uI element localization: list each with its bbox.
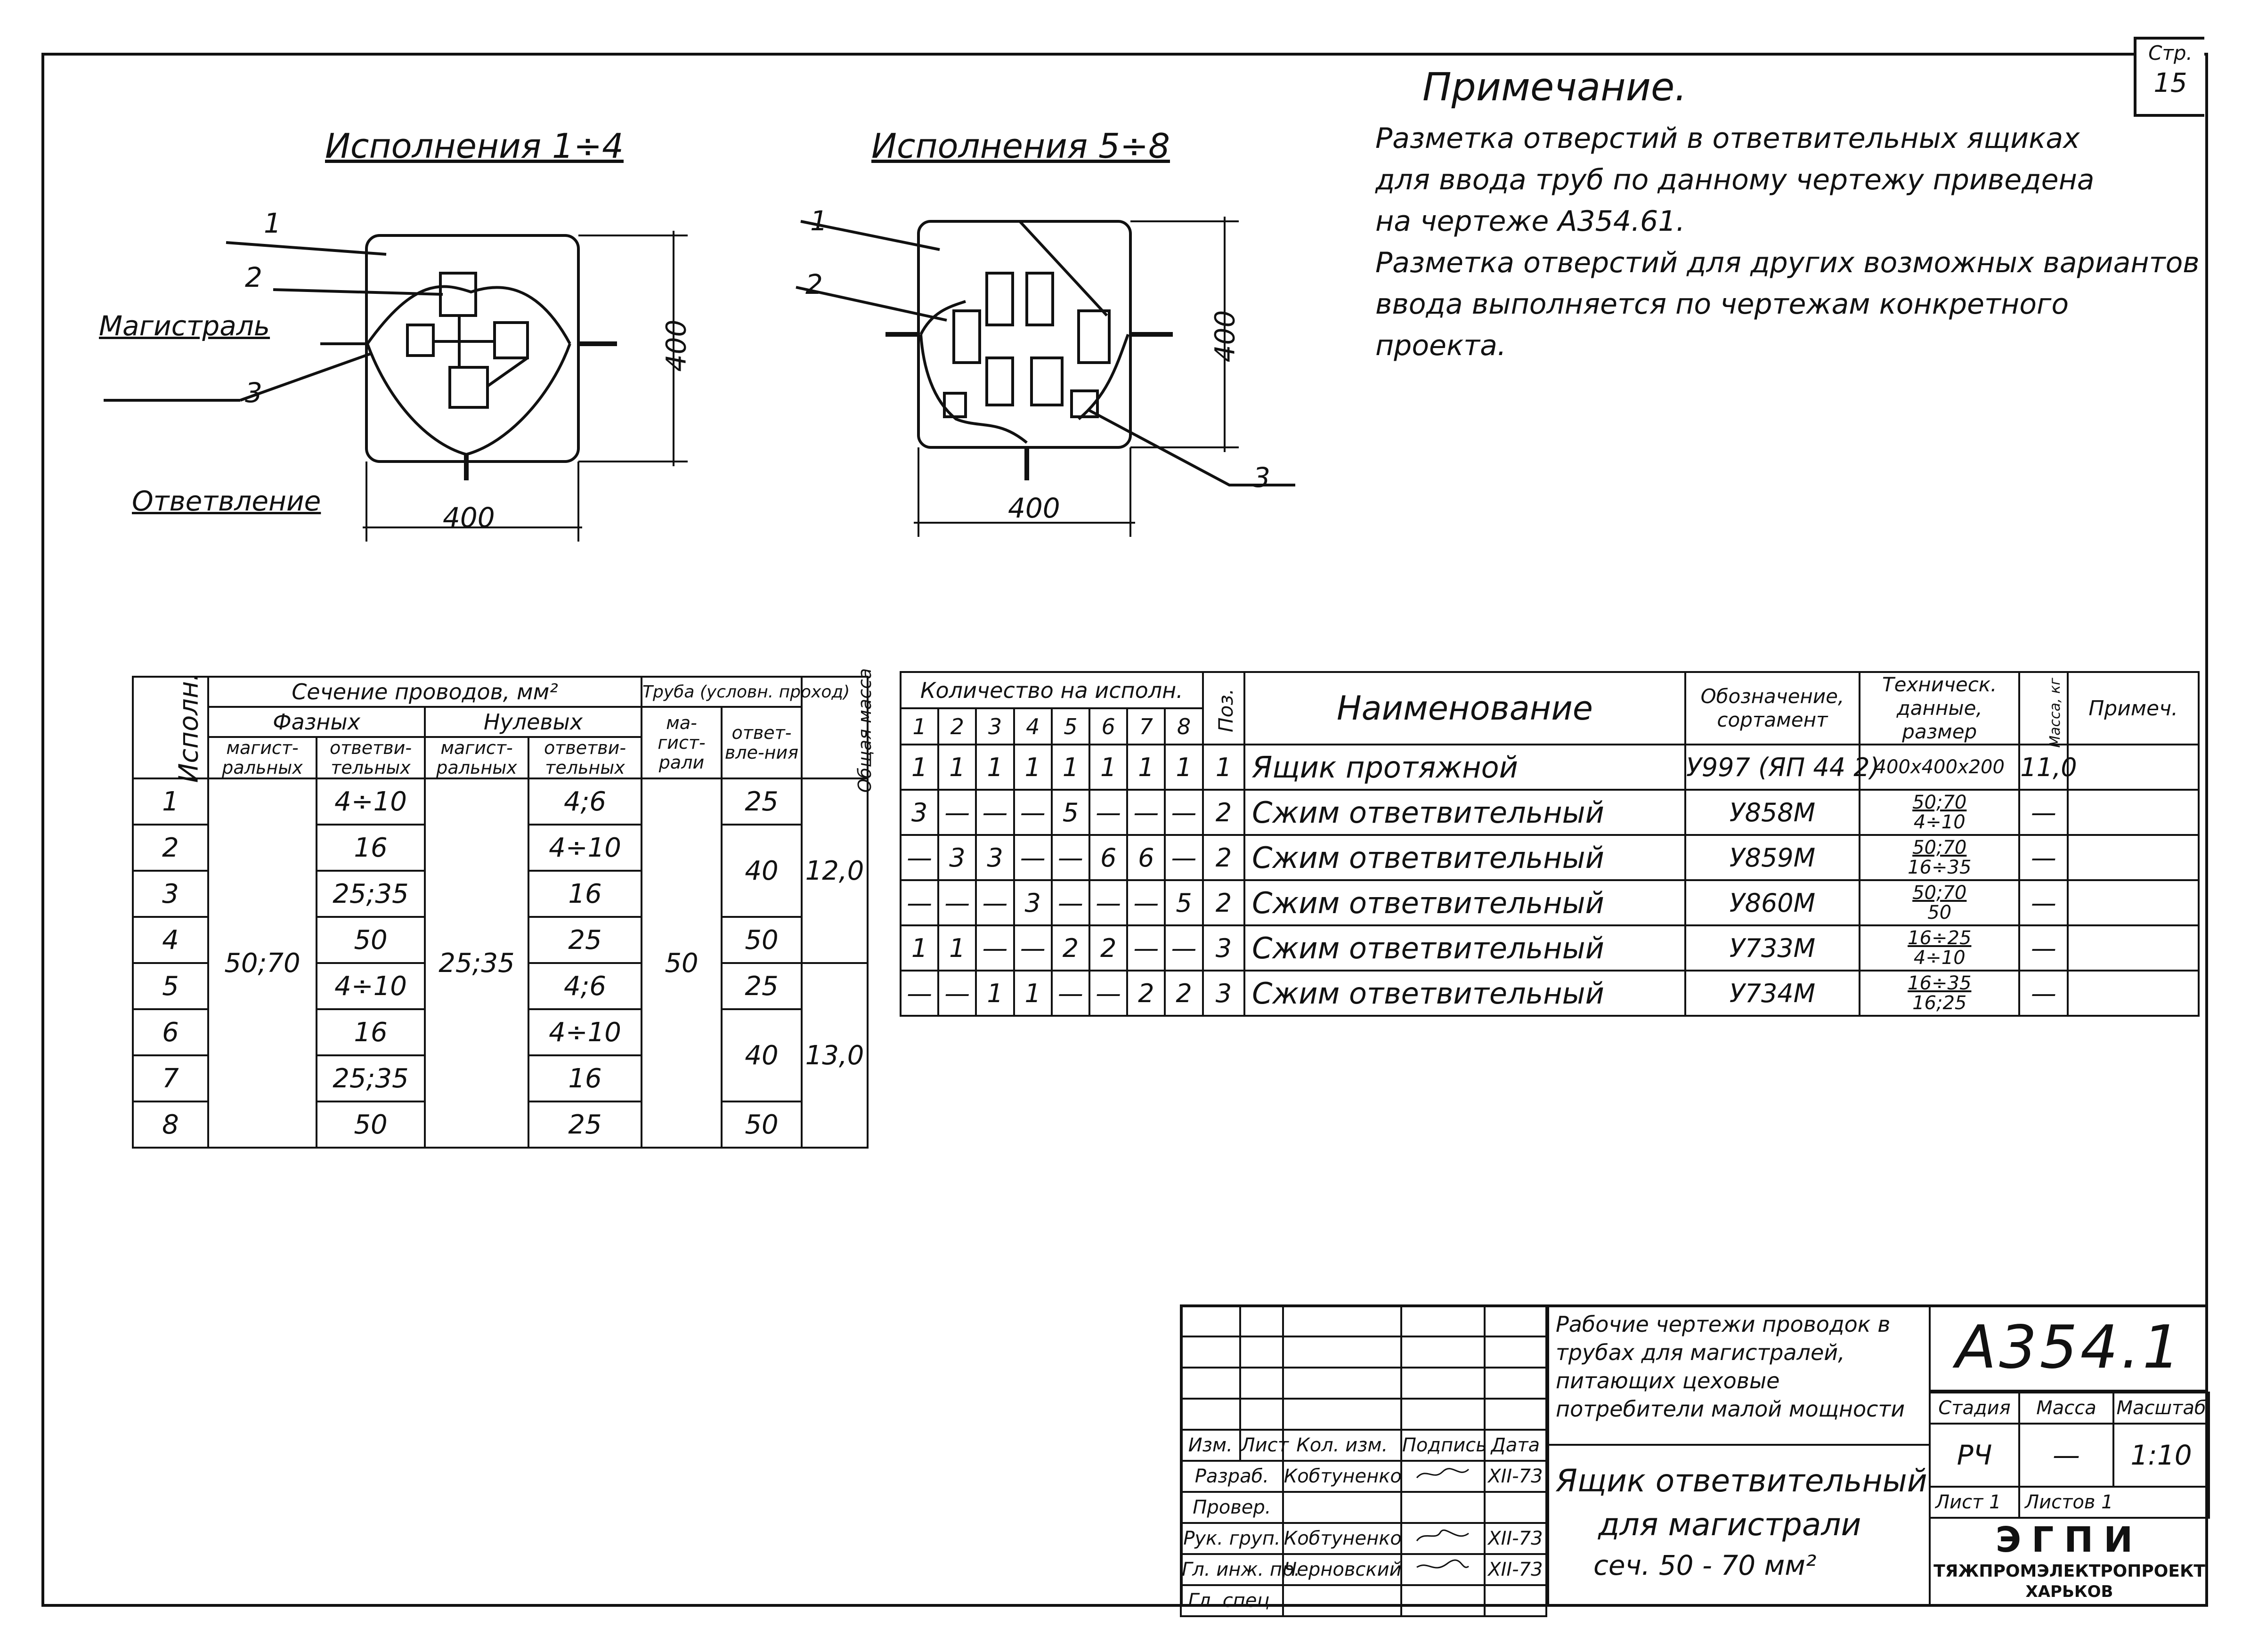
spec-qty-cell: — xyxy=(1127,790,1165,835)
wire-cell-n: 7 xyxy=(133,1055,208,1101)
wire-cell-n: 8 xyxy=(133,1101,208,1148)
tb-doc-code: А354.1 xyxy=(1929,1304,2208,1392)
spec-h-mass: Масса, кг xyxy=(2019,672,2068,745)
left-dim-height: 400 xyxy=(660,319,692,372)
spec-qty-cell: 1 xyxy=(1014,745,1052,790)
spec-tech-cell xyxy=(1860,971,2019,1016)
wire-cell-zotv: 25 xyxy=(528,1101,642,1148)
tb-name-5 xyxy=(1283,1585,1401,1616)
spec-tech-denominator: 16;25 xyxy=(1912,992,1967,1014)
spec-h-pos: Поз. xyxy=(1203,672,1244,745)
page-label: Стр. xyxy=(2148,41,2193,65)
right-callout-3: 3 xyxy=(1253,462,1270,494)
spec-tech-numerator: 16÷25 xyxy=(1908,927,1972,949)
wire-cell-zotv: 25 xyxy=(528,917,642,963)
wire-h-phase: Фазных xyxy=(208,707,425,737)
spec-qty-cell: 1 xyxy=(1089,745,1127,790)
spec-desig-cell: У734М xyxy=(1685,971,1860,1016)
spec-qty-cell: — xyxy=(901,971,938,1016)
tb-item-title xyxy=(1547,1446,1929,1607)
left-callout-1: 1 xyxy=(264,207,281,239)
table-row xyxy=(901,971,2199,1016)
spec-name-cell: Сжим ответвительный xyxy=(1244,925,1685,971)
title-block-revisions xyxy=(1180,1304,1547,1617)
spec-pos-cell: 1 xyxy=(1203,745,1244,790)
tb-role-1: Разраб. xyxy=(1181,1461,1283,1492)
spec-desig-cell: У860М xyxy=(1685,880,1860,925)
spec-desig-cell: У733М xyxy=(1685,925,1860,971)
spec-qty-cell: — xyxy=(1014,835,1052,880)
spec-h-note: Примеч. xyxy=(2068,672,2199,745)
spec-tech-cell xyxy=(1860,880,2019,925)
wire-cell-zotv: 16 xyxy=(528,871,642,917)
tb-sign-2 xyxy=(1401,1492,1485,1523)
tb-date-4: XII-73 xyxy=(1485,1554,1546,1585)
tb-h-stage: Стадия xyxy=(1930,1393,2019,1424)
wire-cell-n: 1 xyxy=(133,778,208,825)
wire-cell-n: 3 xyxy=(133,871,208,917)
spec-qty-cell: — xyxy=(1052,880,1089,925)
spec-name-cell: Сжим ответвительный xyxy=(1244,790,1685,835)
wire-cell-otv: 25;35 xyxy=(317,871,425,917)
wire-cell-otv: 4÷10 xyxy=(317,778,425,825)
spec-mass-cell: — xyxy=(2019,790,2068,835)
spec-qty-cell: 3 xyxy=(938,835,976,880)
wire-cell-zotv: 4÷10 xyxy=(528,825,642,871)
spec-qty-cell: 6 xyxy=(1127,835,1165,880)
spec-mass-cell: — xyxy=(2019,971,2068,1016)
spec-h-variant-2: 2 xyxy=(938,708,976,745)
spec-qty-cell: 1 xyxy=(976,971,1014,1016)
left-dim-width: 400 xyxy=(443,502,495,534)
spec-h-variant-8: 8 xyxy=(1165,708,1202,745)
spec-h-desig: Обозначение, сортамент xyxy=(1685,672,1860,745)
tb-scale: 1:10 xyxy=(2113,1424,2209,1487)
spec-qty-cell: — xyxy=(938,971,976,1016)
tb-name-1: Кобтуненко xyxy=(1283,1461,1401,1492)
spec-h-variant-3: 3 xyxy=(976,708,1014,745)
spec-qty-cell: 1 xyxy=(1052,745,1089,790)
tb-stage: РЧ xyxy=(1930,1424,2019,1487)
spec-qty-cell: — xyxy=(1014,790,1052,835)
tb-role-2: Провер. xyxy=(1181,1492,1283,1523)
tb-date-2 xyxy=(1485,1492,1546,1523)
tb-organization xyxy=(1929,1519,2208,1607)
spec-qty-cell: — xyxy=(1165,925,1202,971)
spec-h-tech: Техническ. данные, размер xyxy=(1860,672,2019,745)
note-title: Примечание. xyxy=(1422,65,1687,110)
tb-role-4: Гл. инж. пр. xyxy=(1181,1554,1283,1585)
wire-cell-potv: 25 xyxy=(722,963,802,1009)
tb-sign-1 xyxy=(1401,1461,1485,1492)
spec-note-cell xyxy=(2068,790,2199,835)
wire-cell-otv: 25;35 xyxy=(317,1055,425,1101)
wire-h-phase-mag: магист-ральных xyxy=(208,737,317,778)
tb-item-title-1: Ящик ответвительный xyxy=(1556,1463,1927,1499)
spec-qty-cell: 1 xyxy=(1165,745,1202,790)
spec-qty-cell: 3 xyxy=(901,790,938,835)
wire-cell-zotv: 4;6 xyxy=(528,963,642,1009)
wire-cell-mass-a: 12,0 xyxy=(802,778,868,963)
spec-qty-cell: — xyxy=(1127,880,1165,925)
table-row xyxy=(901,835,2199,880)
spec-pos-cell: 2 xyxy=(1203,880,1244,925)
spec-qty-cell: 2 xyxy=(1127,971,1165,1016)
spec-qty-cell: 1 xyxy=(901,925,938,971)
tb-date-3: XII-73 xyxy=(1485,1523,1546,1554)
spec-mass-cell: 11,0 xyxy=(2019,745,2068,790)
spec-tech-numerator: 50;70 xyxy=(1912,882,1967,904)
wire-cell-potv: 40 xyxy=(722,825,802,917)
spec-table-body xyxy=(901,745,2199,1016)
right-callout-2: 2 xyxy=(805,268,823,300)
tb-name-4: Черновский xyxy=(1283,1554,1401,1585)
tb-stage-table xyxy=(1929,1392,2210,1519)
spec-qty-cell: — xyxy=(1165,790,1202,835)
tb-sign-5 xyxy=(1401,1585,1485,1616)
tb-role-5: Гл. спец. xyxy=(1181,1585,1283,1616)
spec-h-qty: Количество на исполн. xyxy=(901,672,1203,708)
spec-h-variant-6: 6 xyxy=(1089,708,1127,745)
spec-qty-cell: — xyxy=(1089,971,1127,1016)
spec-qty-cell: 3 xyxy=(976,835,1014,880)
left-label-main: Магистраль xyxy=(99,310,270,342)
note-line-1: Разметка отверстий в ответвительных ящиках xyxy=(1375,122,2080,155)
spec-h-name: Наименование xyxy=(1244,672,1685,745)
spec-note-cell xyxy=(2068,835,2199,880)
table-row xyxy=(133,778,868,825)
tb-date-5 xyxy=(1485,1585,1546,1616)
tb-name-2 xyxy=(1283,1492,1401,1523)
tb-sign-4 xyxy=(1401,1554,1485,1585)
spec-desig-cell: У858М xyxy=(1685,790,1860,835)
spec-qty-cell: — xyxy=(1052,835,1089,880)
wire-h-section: Сечение проводов, мм² xyxy=(208,677,642,707)
spec-qty-cell: 1 xyxy=(938,925,976,971)
table-row xyxy=(901,925,2199,971)
wire-h-pipe-otv: ответ-вле-ния xyxy=(722,707,802,778)
spec-tech-denominator: 4÷10 xyxy=(1913,811,1966,833)
right-callout-1: 1 xyxy=(810,205,828,237)
spec-h-variant-1: 1 xyxy=(901,708,938,745)
spec-note-cell xyxy=(2068,971,2199,1016)
spec-mass-cell: — xyxy=(2019,880,2068,925)
table-row xyxy=(901,745,2199,790)
spec-qty-cell: 6 xyxy=(1089,835,1127,880)
spec-tech-cell xyxy=(1860,925,2019,971)
wire-h-mass: Общая масса xyxy=(802,677,868,778)
spec-tech-denominator: 16÷35 xyxy=(1908,857,1972,878)
spec-tech-denominator: 4÷10 xyxy=(1913,947,1966,969)
spec-qty-cell: 2 xyxy=(1165,971,1202,1016)
spec-qty-cell: 1 xyxy=(938,745,976,790)
right-dim-height: 400 xyxy=(1209,310,1241,363)
wire-cell-n: 2 xyxy=(133,825,208,871)
wire-cell-mass-b: 13,0 xyxy=(802,963,868,1148)
spec-qty-cell: — xyxy=(1127,925,1165,971)
spec-tech-cell xyxy=(1860,790,2019,835)
spec-tech-denominator: 50 xyxy=(1927,902,1952,923)
tb-h-sign: Подпись xyxy=(1401,1430,1485,1461)
spec-note-cell xyxy=(2068,745,2199,790)
spec-name-cell: Сжим ответвительный xyxy=(1244,835,1685,880)
tb-org-full: ТЯЖПРОМЭЛЕКТРОПРОЕКТ xyxy=(1933,1562,2205,1581)
table-row xyxy=(901,880,2199,925)
spec-qty-cell: 3 xyxy=(1014,880,1052,925)
page-number-box xyxy=(2134,37,2204,117)
tb-h-izm: Изм. xyxy=(1181,1430,1240,1461)
spec-tech-numerator: 16÷35 xyxy=(1908,972,1972,994)
spec-qty-cell: — xyxy=(1052,971,1089,1016)
tb-item-title-3: сеч. 50 - 70 мм² xyxy=(1593,1549,1817,1581)
left-label-branch: Ответвление xyxy=(132,485,321,517)
wire-cell-n: 5 xyxy=(133,963,208,1009)
spec-pos-cell: 2 xyxy=(1203,835,1244,880)
spec-qty-cell: — xyxy=(1014,925,1052,971)
tb-role-3: Рук. груп. xyxy=(1181,1523,1283,1554)
spec-qty-cell: 1 xyxy=(1127,745,1165,790)
tb-sheet: Лист 1 xyxy=(1930,1487,2019,1518)
tb-sheets: Листов 1 xyxy=(2019,1487,2209,1518)
tb-date-1: XII-73 xyxy=(1485,1461,1546,1492)
note-line-5: ввода выполняется по чертежам конкретного xyxy=(1375,288,2069,321)
note-line-6: проекта. xyxy=(1375,329,1506,362)
spec-qty-cell: — xyxy=(1089,880,1127,925)
spec-tech-numerator: 50;70 xyxy=(1912,837,1967,858)
wire-cell-potv: 50 xyxy=(722,1101,802,1148)
tb-h-kol: Кол. изм. xyxy=(1283,1430,1401,1461)
note-line-4: Разметка отверстий для других возможных вариантов xyxy=(1375,246,2200,279)
wire-cell-pipe-mag: 50 xyxy=(642,778,722,1148)
spec-qty-cell: — xyxy=(901,835,938,880)
left-callout-3: 3 xyxy=(245,377,262,409)
spec-qty-cell: 1 xyxy=(1014,971,1052,1016)
spec-qty-cell: 2 xyxy=(1052,925,1089,971)
tb-org-logo: ЭГПИ xyxy=(1995,1520,2144,1560)
spec-qty-cell: — xyxy=(901,880,938,925)
left-callout-2: 2 xyxy=(245,261,262,293)
spec-qty-cell: 5 xyxy=(1052,790,1089,835)
spec-name-cell: Ящик протяжной xyxy=(1244,745,1685,790)
wire-h-phase-otv: ответви-тельных xyxy=(317,737,425,778)
spec-tech-numerator: 400х400х200 xyxy=(1874,756,2005,778)
spec-tech-numerator: 50;70 xyxy=(1912,792,1967,813)
spec-pos-cell: 2 xyxy=(1203,790,1244,835)
spec-note-cell xyxy=(2068,880,2199,925)
spec-tech-cell xyxy=(1860,835,2019,880)
wire-cell-otv: 50 xyxy=(317,917,425,963)
tb-project: Рабочие чертежи проводок в трубах для магистралей, питающих цеховые потребители малой мощности xyxy=(1547,1304,1929,1446)
wire-cell-n: 6 xyxy=(133,1009,208,1055)
spec-qty-cell: 1 xyxy=(901,745,938,790)
right-dim-width: 400 xyxy=(1008,492,1060,524)
spec-qty-cell: — xyxy=(938,790,976,835)
wire-cell-otv: 16 xyxy=(317,825,425,871)
wire-cell-zotv: 4÷10 xyxy=(528,1009,642,1055)
spec-mass-cell: — xyxy=(2019,925,2068,971)
spec-table xyxy=(900,671,2200,1017)
tb-item-title-2: для магистрали xyxy=(1598,1506,1861,1543)
spec-tech-cell xyxy=(1860,745,2019,790)
wire-h-pipe: Труба (условн. проход) xyxy=(642,677,802,707)
spec-qty-cell: — xyxy=(1089,790,1127,835)
spec-qty-cell: — xyxy=(976,790,1014,835)
spec-desig-cell: У997 (ЯП 44 2) xyxy=(1685,745,1860,790)
wire-h-zero: Нулевых xyxy=(425,707,642,737)
spec-pos-cell: 3 xyxy=(1203,925,1244,971)
note-line-3: на чертеже А354.61. xyxy=(1375,205,1685,238)
note-body xyxy=(1375,118,2200,366)
tb-h-date: Дата xyxy=(1485,1430,1546,1461)
tb-name-3: Кобтуненко xyxy=(1283,1523,1401,1554)
wire-h-ispoln: Исполн. xyxy=(133,677,208,778)
spec-qty-cell: 1 xyxy=(976,745,1014,790)
spec-h-variant-4: 4 xyxy=(1014,708,1052,745)
spec-mass-cell: — xyxy=(2019,835,2068,880)
tb-h-list: Лист xyxy=(1240,1430,1283,1461)
spec-qty-cell: 5 xyxy=(1165,880,1202,925)
tb-mass: — xyxy=(2019,1424,2113,1487)
spec-qty-cell: — xyxy=(1165,835,1202,880)
spec-qty-cell: 2 xyxy=(1089,925,1127,971)
spec-note-cell xyxy=(2068,925,2199,971)
table-row xyxy=(901,790,2199,835)
wire-cell-potv: 40 xyxy=(722,1009,802,1101)
spec-name-cell: Сжим ответвительный xyxy=(1244,971,1685,1016)
tb-org-city: ХАРЬКОВ xyxy=(2025,1582,2113,1601)
wire-cell-mag-phase: 50;70 xyxy=(208,778,317,1148)
wire-cell-potv: 50 xyxy=(722,917,802,963)
spec-desig-cell: У859М xyxy=(1685,835,1860,880)
wire-cell-potv: 25 xyxy=(722,778,802,825)
tb-sign-3 xyxy=(1401,1523,1485,1554)
wire-cell-otv: 4÷10 xyxy=(317,963,425,1009)
wire-h-zero-otv: ответви-тельных xyxy=(528,737,642,778)
wire-cell-otv: 16 xyxy=(317,1009,425,1055)
note-line-2: для ввода труб по данному чертежу приведена xyxy=(1375,163,2095,196)
wire-section-table xyxy=(132,668,876,1149)
wire-cell-n: 4 xyxy=(133,917,208,963)
page-number: 15 xyxy=(2153,68,2187,98)
wire-cell-otv: 50 xyxy=(317,1101,425,1148)
spec-pos-cell: 3 xyxy=(1203,971,1244,1016)
spec-qty-cell: — xyxy=(976,925,1014,971)
right-drawing-title: Исполнения 5÷8 xyxy=(871,126,1170,166)
wire-cell-zotv: 16 xyxy=(528,1055,642,1101)
spec-h-variant-5: 5 xyxy=(1052,708,1089,745)
tb-h-scale: Масштаб xyxy=(2113,1393,2209,1424)
spec-qty-cell: — xyxy=(976,880,1014,925)
spec-name-cell: Сжим ответвительный xyxy=(1244,880,1685,925)
left-drawing-title: Исполнения 1÷4 xyxy=(325,126,624,166)
wire-h-pipe-mag: ма-гист-рали xyxy=(642,707,722,778)
spec-qty-cell: — xyxy=(938,880,976,925)
wire-h-zero-mag: магист-ральных xyxy=(425,737,528,778)
spec-h-variant-7: 7 xyxy=(1127,708,1165,745)
tb-h-mass: Масса xyxy=(2019,1393,2113,1424)
wire-cell-zotv: 4;6 xyxy=(528,778,642,825)
wire-cell-mag-zero: 25;35 xyxy=(425,778,528,1148)
